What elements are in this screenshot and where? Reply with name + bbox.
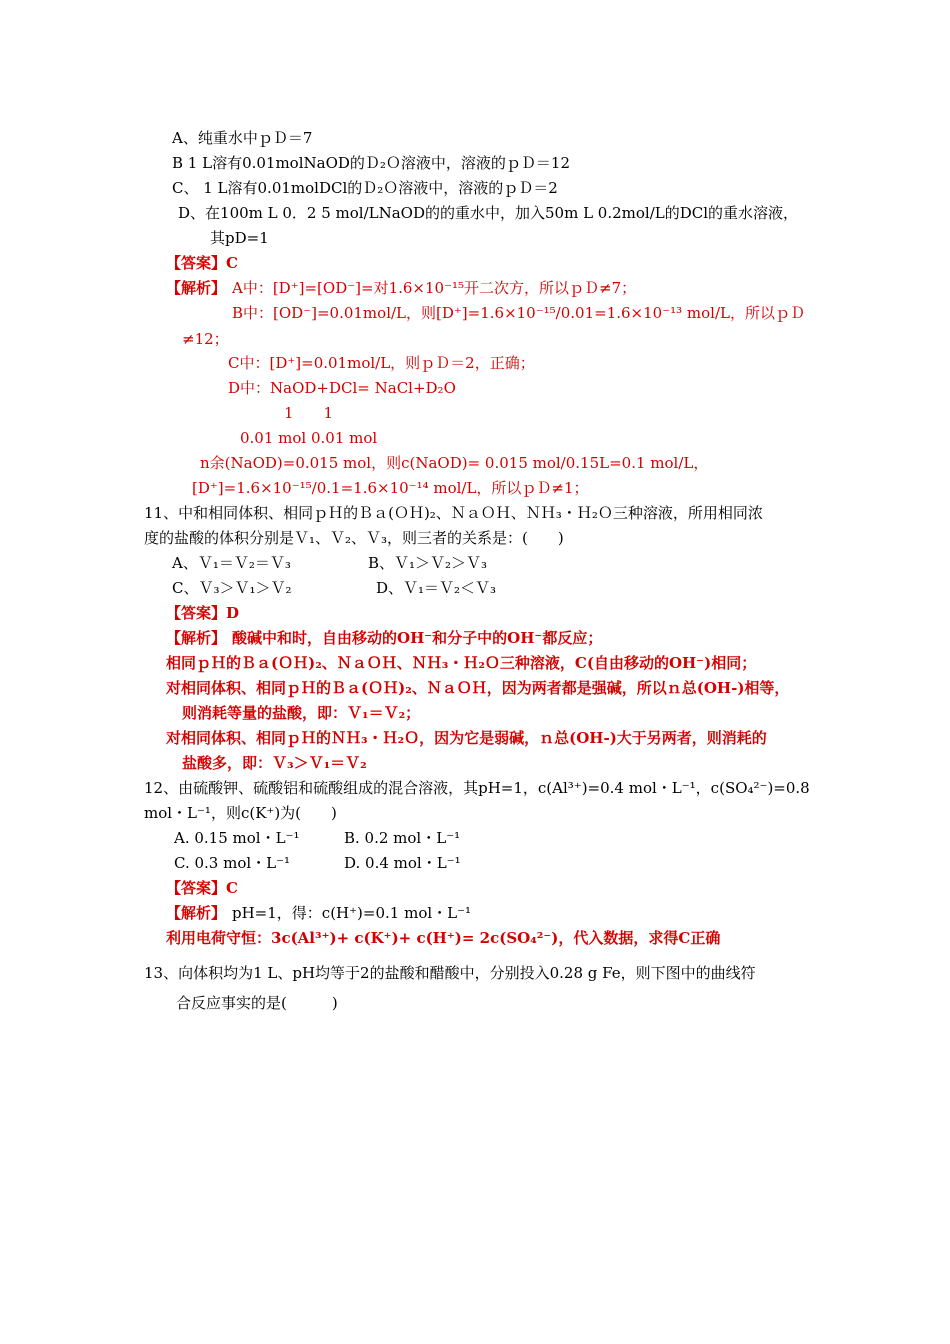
q10-explanation-d-excess: n余(NaOD)=0.015 mol，则c(NaOD)= 0.015 mol/0.15L=0.1 mol/L， [200, 454, 709, 472]
q12-explanation-line1: pH=1，得：c(H⁺)=0.1 mol・L⁻¹ [232, 904, 472, 922]
q10-explanation-d-conclusion: [D⁺]=1.6×10⁻¹⁵/0.1=1.6×10⁻¹⁴ mol/L，所以ｐＤ≠1； [192, 479, 589, 497]
q10-option-d-line1: D、在100m L 0．2 5 mol/LNaOD的的重水中，加入50m L 0.2mol/L的DCl的重水溶液， [178, 204, 799, 222]
q10-option-d-line2: 其pD=1 [210, 229, 269, 247]
q10-explanation-b-line1: B中：[OD⁻]=0.01mol/L，则[D⁺]=1.6×10⁻¹⁵/0.01=1.6×10⁻¹³ mol/L，所以ｐＤ [232, 304, 805, 322]
q11-explanation-line4: 则消耗等量的盐酸，即：Ｖ₁＝Ｖ₂； [182, 704, 421, 722]
q12-option-a: A. 0.15 mol・L⁻¹ [174, 829, 300, 847]
q13-stem-line1: 13、向体积均为1 L、pH均等于2的盐酸和醋酸中，分别投入0.28 g Fe，则下图中的曲线符 [144, 964, 756, 982]
q11-option-b: B、Ｖ₁＞Ｖ₂＞Ｖ₃ [368, 554, 488, 572]
q10-explanation-label: 【解析】 [166, 279, 227, 297]
q11-option-d: D、Ｖ₁＝Ｖ₂＜Ｖ₃ [376, 579, 497, 597]
q11-explanation-line6: 盐酸多，即：Ｖ₃＞Ｖ₁＝Ｖ₂ [182, 754, 367, 772]
q11-explanation-line1: 酸碱中和时，自由移动的OH⁻和分子中的OH⁻都反应； [232, 629, 603, 647]
q12-option-c: C. 0.3 mol・L⁻¹ [174, 854, 291, 872]
q11-explanation-label: 【解析】 [166, 629, 227, 647]
q12-explanation-line2: 利用电荷守恒：3c(Al³⁺)+ c(K⁺)+ c(H⁺)= 2c(SO₄²⁻)，代入数据，求得C正确 [166, 929, 721, 947]
q11-explanation-line5: 对相同体积、相同ｐＨ的ＮＨ₃・Ｈ₂Ｏ，因为它是弱碱，ｎ总(OH-)大于另两者，则消耗的 [166, 729, 767, 747]
q10-explanation-c: C中：[D⁺]=0.01mol/L，则ｐＤ＝2，正确； [228, 354, 535, 372]
q11-option-c: C、Ｖ₃＞Ｖ₁＞Ｖ₂ [172, 579, 292, 597]
q12-answer: 【答案】C [166, 879, 238, 897]
q11-explanation-line3: 对相同体积、相同ｐＨ的Ｂａ(ＯＨ)₂、ＮａＯＨ，因为两者都是强碱，所以ｎ总(OH-)相等， [166, 679, 790, 697]
q12-explanation-label: 【解析】 [166, 904, 227, 922]
q11-answer: 【答案】D [166, 604, 240, 622]
q13-stem-line2: 合反应事实的是( ) [176, 994, 338, 1012]
q10-explanation-d-equation: D中：NaOD+DCl= NaCl+D₂O [228, 379, 456, 397]
q11-stem-line1: 11、中和相同体积、相同ｐＨ的Ｂａ(ＯＨ)₂、ＮａＯＨ、ＮＨ₃・Ｈ₂Ｏ三种溶液，所用相同浓 [144, 504, 763, 522]
q11-option-a: A、Ｖ₁＝Ｖ₂＝Ｖ₃ [172, 554, 291, 572]
q10-explanation-d-amounts: 0.01 mol 0.01 mol [240, 429, 378, 447]
q12-option-d: D. 0.4 mol・L⁻¹ [344, 854, 461, 872]
q12-stem-line1: 12、由硫酸钾、硫酸铝和硫酸组成的混合溶液，其pH=1，c(Al³⁺)=0.4 mol・L⁻¹，c(SO₄²⁻)=0.8 [144, 779, 810, 797]
q12-option-b: B. 0.2 mol・L⁻¹ [344, 829, 461, 847]
q10-answer: 【答案】C [166, 254, 238, 272]
q10-option-b: B 1 L溶有0.01molNaOD的Ｄ₂Ｏ溶液中，溶液的ｐＤ＝12 [172, 154, 571, 172]
q10-explanation-d-ratio: 1 1 [284, 404, 334, 422]
q12-stem-line2: mol・L⁻¹，则c(K⁺)为( ) [144, 804, 337, 822]
q11-stem-line2: 度的盐酸的体积分别是Ｖ₁、Ｖ₂、Ｖ₃，则三者的关系是：( ) [144, 529, 564, 547]
q10-option-a: A、纯重水中ｐＤ＝7 [172, 129, 313, 147]
q10-explanation-a: A中：[D⁺]=[OD⁻]=对1.6×10⁻¹⁵开二次方，所以ｐＤ≠7； [232, 279, 637, 297]
q10-option-c: C、 1 L溶有0.01molDCl的Ｄ₂Ｏ溶液中，溶液的ｐＤ＝2 [172, 179, 558, 197]
q11-explanation-line2: 相同ｐＨ的Ｂａ(ＯＨ)₂、ＮａＯＨ、ＮＨ₃・Ｈ₂Ｏ三种溶液，C(自由移动的OH⁻)相同； [166, 654, 757, 672]
q10-explanation-b-line2: ≠12； [182, 330, 229, 348]
